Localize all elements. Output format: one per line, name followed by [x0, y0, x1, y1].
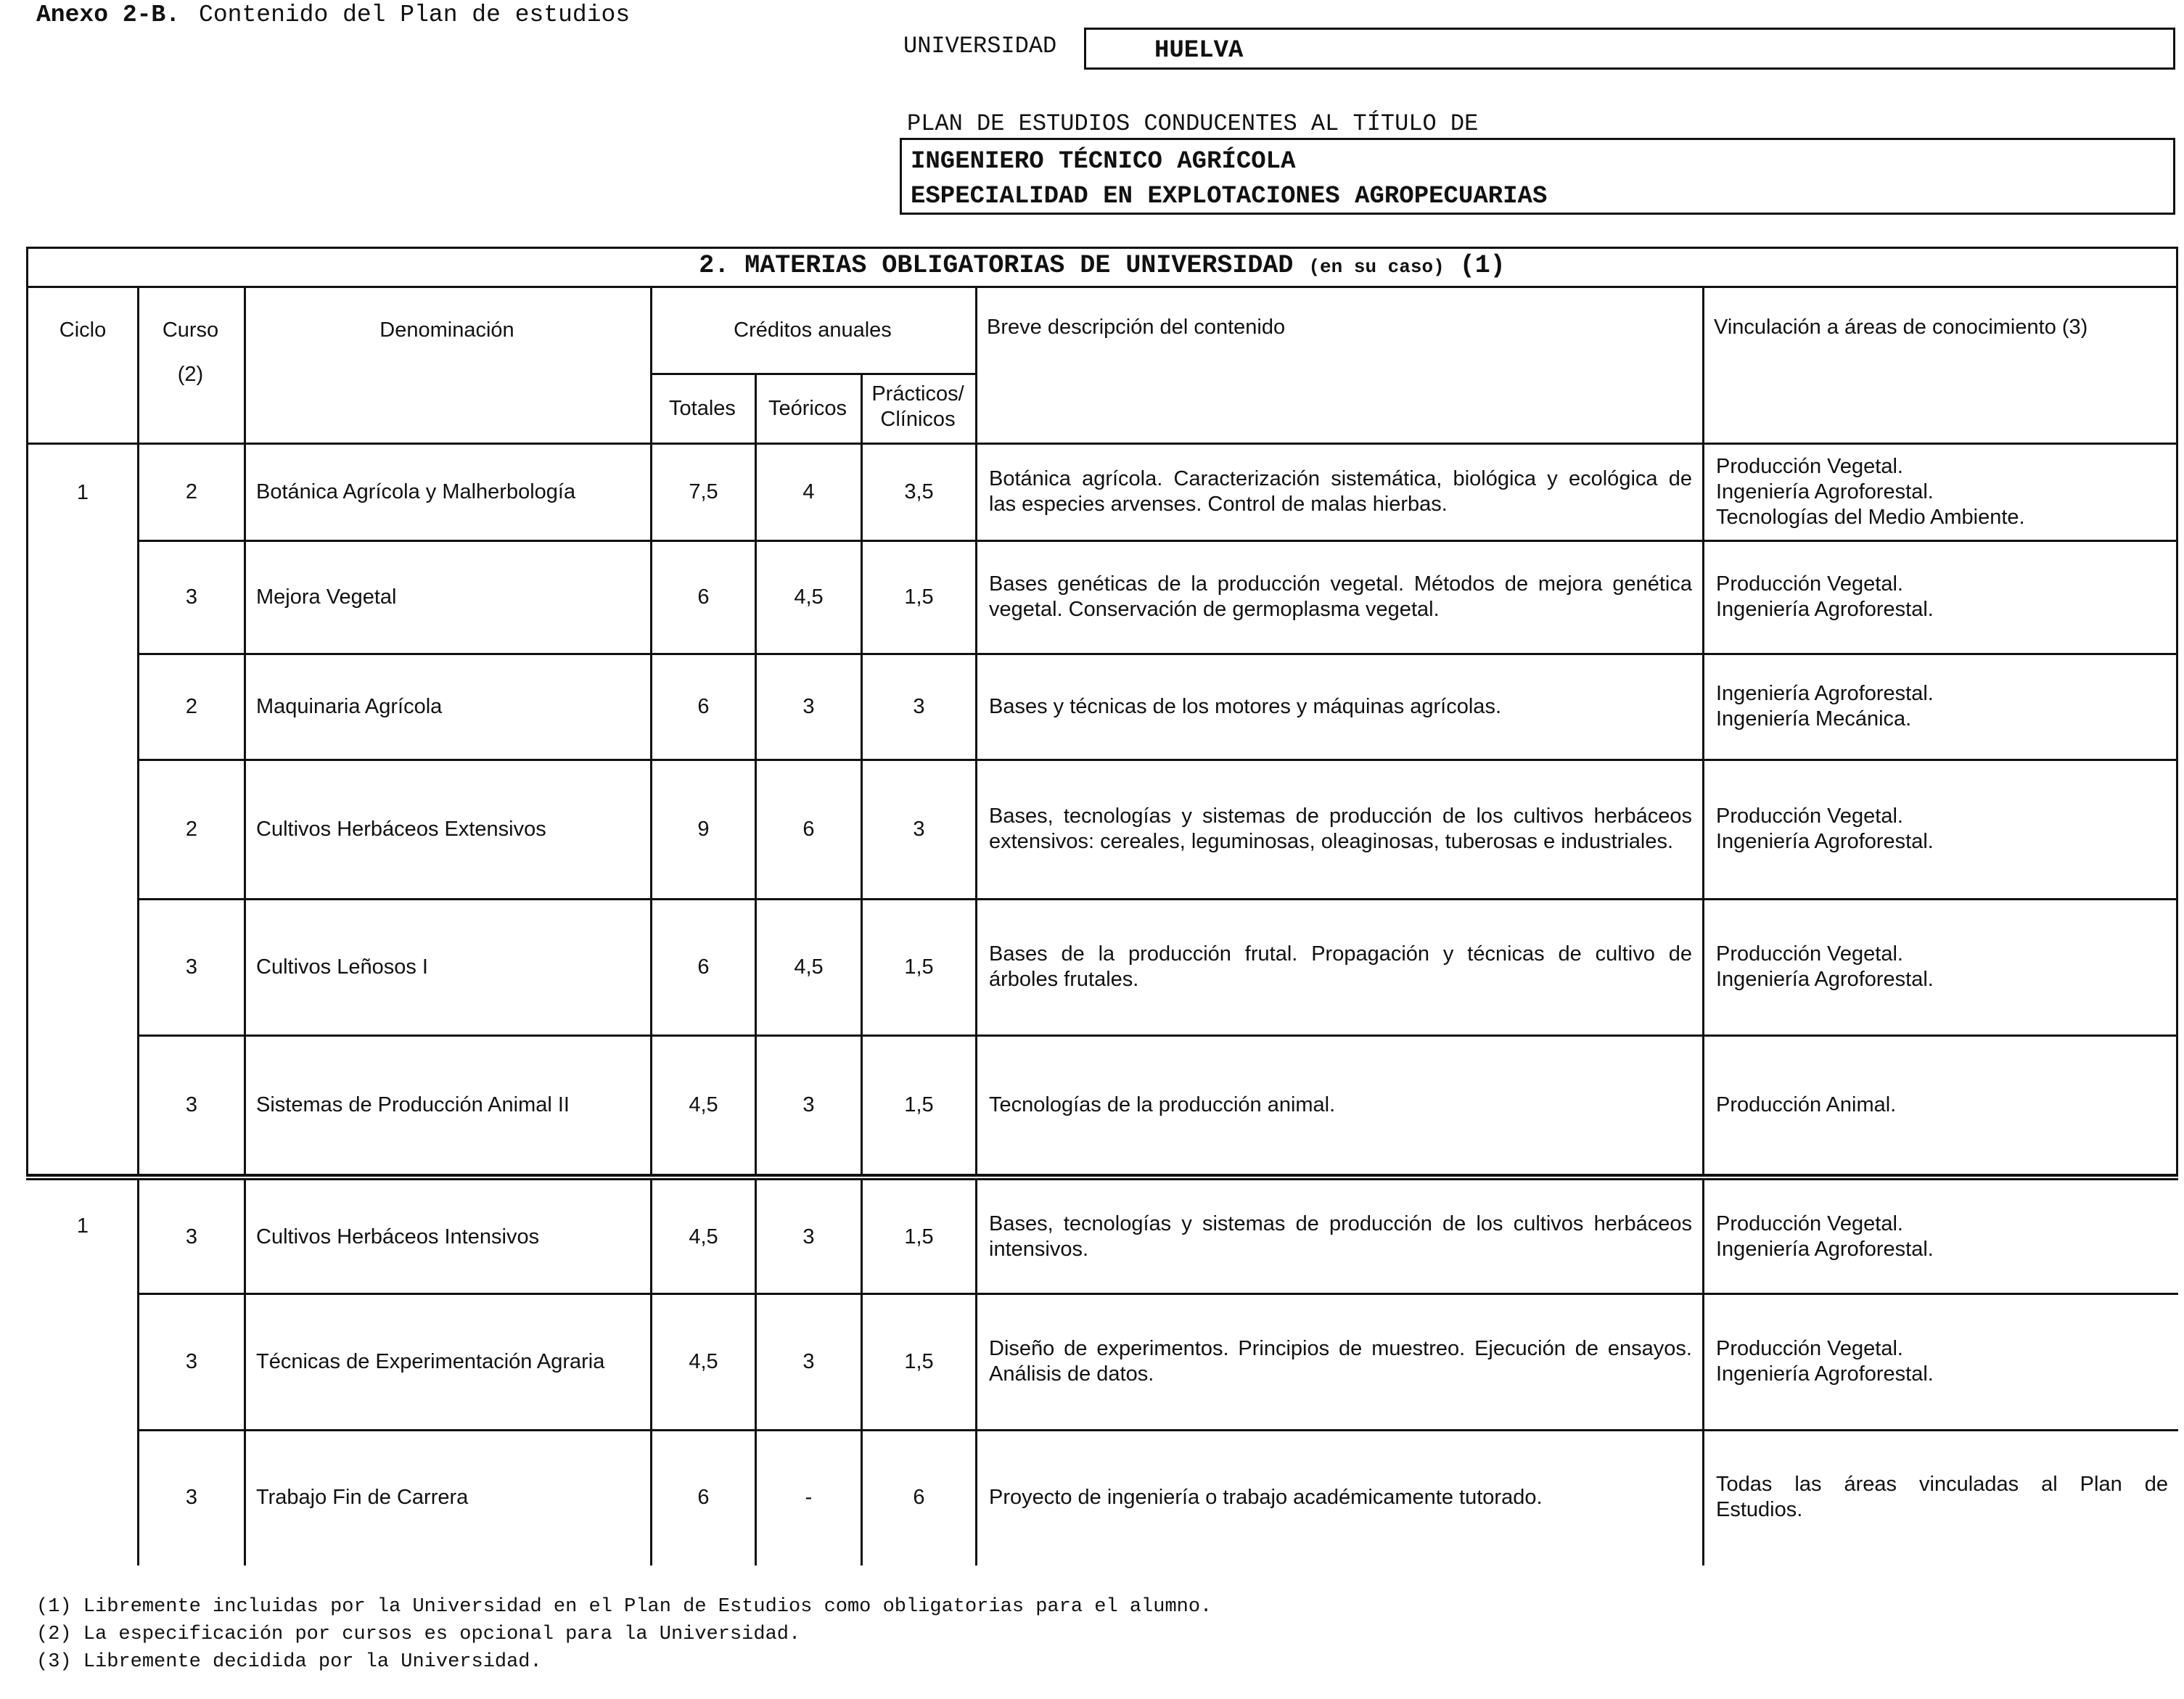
vinculacion-cell — [1704, 1294, 2178, 1429]
vinculacion-cell — [1704, 1431, 2178, 1564]
totales-cell: 7,5 — [689, 480, 718, 503]
teoricos-cell: 3 — [802, 1093, 815, 1116]
denominacion-cell: Cultivos Leñosos I — [256, 955, 428, 979]
column-header-creditos: Créditos anuales — [734, 318, 892, 342]
area-item: Estudios. — [1716, 1498, 1803, 1521]
practicos-cell: 3,5 — [904, 480, 934, 503]
footnotes — [36, 1593, 1212, 1676]
section-title — [26, 247, 2178, 287]
descripcion-line: las especies arvenses. Control de malas hierbas. — [989, 493, 1448, 516]
descripcion-line: árboles frutales. — [989, 968, 1139, 991]
descripcion-line: Bases, tecnologías y sistemas de producción de los cultivos herbáceos — [989, 805, 1692, 828]
descripcion-line: Bases, tecnologías y sistemas de producción de los cultivos herbáceos — [989, 1212, 1692, 1235]
denominacion-cell: Cultivos Herbáceos Intensivos — [256, 1225, 540, 1248]
vinculacion-cell — [1704, 444, 2178, 540]
denominacion-cell: Mejora Vegetal — [256, 585, 397, 609]
descripcion-cell — [977, 1431, 1702, 1564]
descripcion-line: Bases genéticas de la producción vegetal. Métodos de mejora genética — [989, 572, 1692, 596]
area-item: Ingeniería Agroforestal. — [1716, 1238, 1934, 1261]
ciclo-group-1: 1 — [76, 480, 89, 504]
descripcion-line: Bases de la producción frutal. Propagación y técnicas de cultivo de — [989, 942, 1692, 966]
curso-cell: 3 — [185, 1225, 198, 1248]
descripcion-line: Diseño de experimentos. Principios de muestreo. Ejecución de ensayos. — [989, 1337, 1692, 1360]
section-title-text: 2. MATERIAS OBLIGATORIAS DE UNIVERSIDAD — [699, 251, 1294, 280]
practicos-cell: 3 — [913, 694, 925, 718]
teoricos-cell: 4,5 — [794, 585, 824, 609]
annex-title: Contenido del Plan de estudios — [199, 1, 631, 28]
vinculacion-cell — [1704, 900, 2178, 1034]
vinculacion-cell — [1704, 1181, 2178, 1293]
area-item: Producción Animal. — [1716, 1093, 1897, 1116]
descripcion-cell — [977, 1181, 1702, 1293]
column-header-descripcion: Breve descripción del contenido — [987, 316, 1286, 339]
vinculacion-cell — [1704, 1036, 2178, 1174]
practicos-cell: 3 — [913, 817, 925, 841]
denominacion-cell: Trabajo Fin de Carrera — [256, 1485, 469, 1509]
descripcion-cell — [977, 1036, 1702, 1174]
denominacion-cell: Maquinaria Agrícola — [256, 694, 443, 718]
descripcion-line: extensivos: cereales, leguminosas, oleaginosas, tuberosas e industriales. — [989, 830, 1674, 853]
curso-header-label: Curso — [162, 318, 219, 342]
descripcion-cell — [977, 654, 1702, 759]
descripcion-cell — [977, 760, 1702, 898]
area-item: Producción Vegetal. — [1716, 1212, 1903, 1235]
curso-cell: 3 — [185, 1093, 198, 1116]
vinculacion-cell — [1704, 541, 2178, 653]
descripcion-line: Análisis de datos. — [989, 1362, 1154, 1386]
footnote-3: (3) Libremente decidida por la Universidad. — [36, 1651, 542, 1673]
area-item: Ingeniería Agroforestal. — [1716, 1362, 1934, 1386]
descripcion-line: Bases y técnicas de los motores y máquinas agrícolas. — [989, 694, 1501, 718]
practicos-cell: 1,5 — [904, 1225, 934, 1248]
curso-cell: 2 — [185, 480, 198, 503]
section-title-suffix: (en su caso) — [1308, 256, 1445, 278]
descripcion-line: intensivos. — [989, 1238, 1089, 1261]
totales-cell: 4,5 — [689, 1093, 718, 1116]
area-item: Ingeniería Agroforestal. — [1716, 598, 1934, 621]
area-item: Ingeniería Agroforestal. — [1716, 968, 1934, 991]
vinculacion-cell — [1704, 654, 2178, 759]
descripcion-line: Tecnologías de la producción animal. — [989, 1093, 1336, 1116]
column-header-denominacion: Denominación — [379, 318, 514, 342]
area-item: Producción Vegetal. — [1716, 1337, 1903, 1360]
denominacion-cell: Cultivos Herbáceos Extensivos — [256, 817, 546, 841]
column-header-ciclo: Ciclo — [59, 318, 107, 342]
column-header-teoricos: Teóricos — [768, 397, 847, 420]
totales-cell: 6 — [697, 955, 710, 979]
practicos-cell: 6 — [913, 1485, 925, 1509]
denominacion-cell: Técnicas de Experimentación Agraria — [256, 1349, 605, 1373]
plan-label: PLAN DE ESTUDIOS CONDUCENTES AL TÍTULO DE — [907, 110, 1479, 137]
denominacion-cell: Botánica Agrícola y Malherbología — [256, 480, 576, 503]
university-value: HUELVA — [1154, 37, 1244, 65]
curso-cell: 3 — [185, 1485, 198, 1509]
area-item: Ingeniería Agroforestal. — [1716, 682, 1934, 705]
denominacion-cell: Sistemas de Producción Animal II — [256, 1093, 570, 1116]
area-item: Producción Vegetal. — [1716, 454, 1903, 478]
annex-ref: Anexo 2-B. — [36, 1, 181, 28]
teoricos-cell: 4,5 — [794, 955, 824, 979]
totales-cell: 4,5 — [689, 1349, 718, 1373]
vinculacion-cell — [1704, 760, 2178, 898]
university-box — [1084, 28, 2175, 70]
annex-heading — [36, 1, 630, 28]
ciclo-group-2: 1 — [76, 1214, 89, 1238]
descripcion-line: Botánica agrícola. Caracterización sistemática, biológica y ecológica de — [989, 467, 1692, 490]
area-item: Producción Vegetal. — [1716, 942, 1903, 966]
curso-header-note: (2) — [177, 363, 204, 386]
degree-title-box — [900, 138, 2175, 215]
descripcion-line: vegetal. Conservación de germoplasma vegetal. — [989, 598, 1440, 621]
descripcion-line: Proyecto de ingeniería o trabajo académicamente tutorado. — [989, 1485, 1543, 1509]
curso-cell: 3 — [185, 585, 198, 609]
column-header-vinculacion: Vinculación a áreas de conocimiento (3) — [1714, 316, 2088, 339]
teoricos-cell: 6 — [802, 817, 815, 841]
practicos-cell: 1,5 — [904, 585, 934, 609]
degree-title: INGENIERO TÉCNICO AGRÍCOLA — [911, 148, 1296, 176]
curso-cell: 3 — [185, 1349, 198, 1373]
descripcion-cell — [977, 900, 1702, 1034]
university-label: UNIVERSIDAD — [903, 33, 1057, 59]
totales-cell: 6 — [697, 1485, 710, 1509]
group-separator-rule — [26, 1178, 2178, 1180]
totales-cell: 9 — [697, 817, 710, 841]
area-item: Ingeniería Agroforestal. — [1716, 830, 1934, 853]
practicos-cell: 1,5 — [904, 1349, 934, 1373]
area-item: Tecnologías del Medio Ambiente. — [1716, 505, 2025, 529]
footnote-2: (2) La especificación por cursos es opcional para la Universidad. — [36, 1624, 801, 1645]
degree-specialty: ESPECIALIDAD EN EXPLOTACIONES AGROPECUARIAS — [911, 183, 1548, 210]
curso-cell: 2 — [185, 694, 198, 718]
descripcion-cell — [977, 1294, 1702, 1429]
practicos-cell: 1,5 — [904, 1093, 934, 1116]
column-header-practicos: Prácticos/ Clínicos — [871, 382, 964, 431]
teoricos-cell: - — [805, 1485, 813, 1509]
footnote-1: (1) Libremente incluidas por la Universidad en el Plan de Estudios como obligatorias para el alumno. — [36, 1596, 1212, 1618]
descripcion-cell — [977, 444, 1702, 540]
area-item: Ingeniería Mecánica. — [1716, 707, 1912, 731]
curso-cell: 2 — [185, 817, 198, 841]
group-separator-rule — [26, 1174, 2178, 1176]
teoricos-cell: 3 — [802, 694, 815, 718]
teoricos-cell: 4 — [802, 480, 815, 503]
totales-cell: 6 — [697, 585, 710, 609]
practicos-cell: 1,5 — [904, 955, 934, 979]
column-header-curso — [137, 287, 244, 443]
teoricos-cell: 3 — [802, 1349, 815, 1373]
curso-cell: 3 — [185, 955, 198, 979]
section-title-note: (1) — [1459, 251, 1506, 280]
area-item: Producción Vegetal. — [1716, 805, 1903, 828]
area-item: Ingeniería Agroforestal. — [1716, 480, 1934, 503]
column-header-totales: Totales — [669, 397, 736, 420]
teoricos-cell: 3 — [802, 1225, 815, 1248]
totales-cell: 4,5 — [689, 1225, 718, 1248]
area-item: Todas las áreas vinculadas al Plan de — [1716, 1473, 2168, 1496]
descripcion-cell — [977, 541, 1702, 653]
area-item: Producción Vegetal. — [1716, 572, 1903, 596]
totales-cell: 6 — [697, 694, 710, 718]
